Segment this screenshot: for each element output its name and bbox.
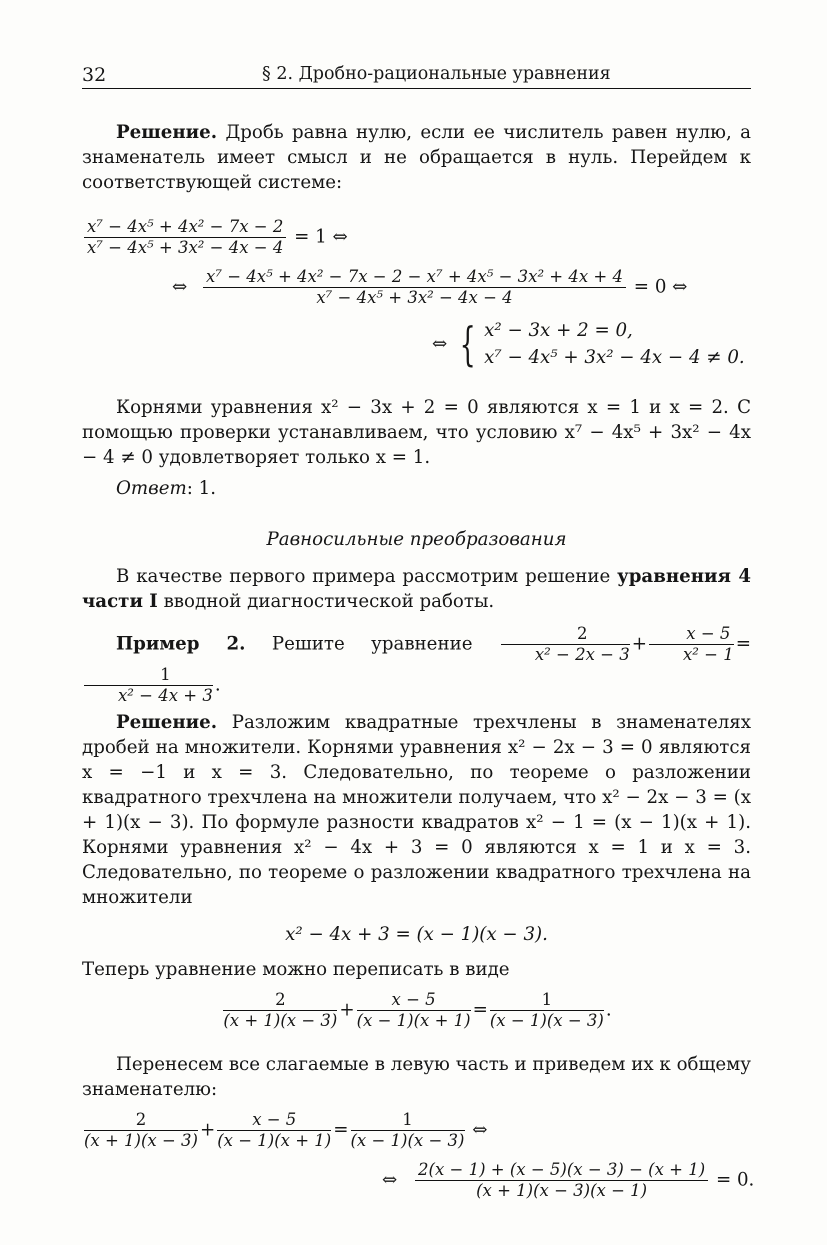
fraction	[223, 990, 337, 1031]
equivalence-sign: ⇔	[172, 276, 188, 298]
denominator: (x + 1)(x − 3)(x − 1)	[476, 1181, 648, 1200]
equivalence-sign: ⇔	[432, 333, 448, 355]
fraction	[203, 267, 626, 308]
numerator: x⁷ − 4x⁵ + 4x² − 7x − 2	[84, 217, 286, 238]
equation-2	[82, 267, 751, 317]
numerator: 2(x − 1) + (x − 5)(x − 3) − (x + 1)	[415, 1160, 708, 1181]
numerator: x − 5	[357, 990, 471, 1011]
system-line-1: x² − 3x + 2 = 0,	[484, 320, 633, 341]
move-paragraph: Перенесем все слагаемые в левую часть и приведем их к общему знаменателю:	[82, 1054, 751, 1100]
section-title: § 2. Дробно-рациональные уравнения	[262, 64, 611, 84]
denominator: x⁷ − 4x⁵ + 3x² − 4x − 4	[316, 288, 513, 307]
example-label: Пример 2.	[116, 633, 246, 655]
plus-sign: +	[200, 1119, 216, 1141]
fraction	[649, 624, 734, 665]
fraction	[351, 1110, 465, 1151]
equals-sign: =	[735, 633, 751, 655]
denominator: (x − 1)(x + 1)	[356, 1011, 471, 1030]
denominator: x² − 1	[682, 645, 734, 664]
equation-5	[82, 1110, 751, 1160]
equation-6	[82, 1160, 755, 1210]
denominator: x² − 4x + 3	[118, 686, 213, 705]
numerator: 2	[223, 990, 337, 1011]
denominator: (x − 1)(x − 3)	[489, 1011, 604, 1030]
numerator: 2	[84, 1110, 198, 1131]
solution-paragraph-1	[82, 120, 751, 195]
equation-1	[82, 217, 751, 267]
denominator: (x + 1)(x − 3)	[84, 1131, 198, 1150]
factor-equation: x² − 4x + 3 = (x − 1)(x − 3).	[285, 924, 548, 945]
rewrite-text: Теперь уравнение можно переписать в виде	[82, 959, 510, 980]
solution-paragraph-2	[82, 710, 751, 910]
fraction	[217, 1110, 331, 1151]
equals-sign: =	[472, 999, 488, 1021]
answer-line	[82, 476, 751, 501]
denominator: (x − 1)(x + 1)	[217, 1131, 332, 1150]
denominator: x⁷ − 4x⁵ + 3x² − 4x − 4	[87, 238, 284, 257]
numerator: x⁷ − 4x⁵ + 4x² − 7x − 2 − x⁷ + 4x⁵ − 3x² + 4x + 4	[203, 267, 626, 288]
period: .	[214, 674, 221, 696]
page-body	[82, 120, 755, 1210]
fraction	[490, 990, 604, 1031]
answer-label: Ответ	[116, 478, 187, 499]
solution-label: Решение.	[116, 712, 218, 733]
equation-4	[82, 990, 751, 1040]
page-header	[82, 64, 751, 89]
fraction	[84, 217, 286, 258]
equation-rhs: = 0.	[715, 1169, 755, 1191]
equation-system	[82, 317, 751, 381]
denominator: x² − 2x − 3	[534, 645, 630, 664]
equals-sign: =	[333, 1119, 349, 1141]
fraction	[501, 624, 630, 665]
solution-text: Разложим квадратные трехчлены в знаменателях дробей на множители. Корнями уравнения x² − 2x − 3 = 0 являются x = −1 и x = 3. Следовательно, по теореме о разложении квадратного трехчлена на множители получаем, что x² − 2x − 3 = (x + 1)(x − 3). По формуле разности квадратов x² − 1 = (x − 1)(x + 1). Корнями уравнения x² − 4x + 3 = 0 являются x = 1 и x = 3. Следовательно, по теореме о разложении квадратного трехчлена на множители	[82, 712, 751, 908]
example-statement	[82, 624, 751, 706]
intro-paragraph	[82, 564, 751, 614]
plus-sign: +	[631, 633, 647, 655]
intro-text: В качестве первого примера рассмотрим решение	[116, 566, 618, 587]
roots-paragraph: Корнями уравнения x² − 3x + 2 = 0 являются x = 1 и x = 2. С помощью проверки устанавливаем, что условию x⁷ − 4x⁵ + 3x² − 4x − 4 ≠ 0 удовлетворяет только x = 1.	[82, 397, 751, 468]
solution-text: Дробь равна нулю, если ее числитель равен нулю, а знаменатель имеет смысл и не обращается в нуль. Перейдем к соответствующей системе:	[82, 122, 751, 193]
equation-rhs: = 1 ⇔	[294, 226, 348, 248]
fraction	[84, 665, 213, 706]
fraction	[415, 1160, 708, 1201]
answer-value: : 1.	[186, 478, 217, 499]
equation-rhs: = 0 ⇔	[633, 276, 688, 298]
page-number: 32	[82, 64, 107, 86]
fraction	[84, 1110, 198, 1151]
numerator: 1	[351, 1110, 465, 1131]
denominator: (x − 1)(x − 3)	[350, 1131, 465, 1150]
intro-text-end: вводной диагностической работы.	[157, 591, 495, 612]
equivalence-sign: ⇔	[382, 1169, 398, 1191]
numerator: 1	[84, 665, 213, 686]
solution-label: Решение.	[116, 122, 218, 143]
numerator: 1	[490, 990, 604, 1011]
plus-sign: +	[339, 999, 355, 1021]
system-lines	[484, 317, 745, 371]
period: .	[605, 999, 612, 1021]
numerator: x − 5	[649, 624, 734, 645]
brace-icon: {	[459, 317, 476, 371]
intro-bold: уравнения 4 части I	[82, 566, 751, 612]
system-line-2: x⁷ − 4x⁵ + 3x² − 4x − 4 ≠ 0.	[484, 347, 745, 368]
numerator: 2	[501, 624, 630, 645]
denominator: (x + 1)(x − 3)	[223, 1011, 338, 1030]
numerator: x − 5	[217, 1110, 331, 1131]
example-text: Решите уравнение	[271, 633, 473, 655]
equivalence-sign: ⇔	[472, 1119, 488, 1141]
subsection-heading: Равносильные преобразования	[266, 529, 567, 550]
fraction	[357, 990, 471, 1031]
